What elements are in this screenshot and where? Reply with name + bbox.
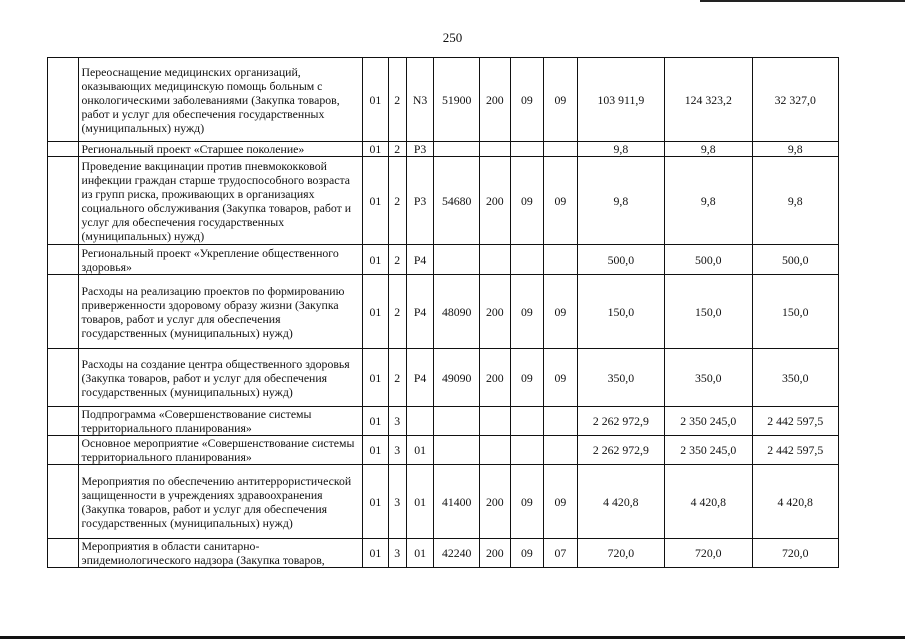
cell-direction: [434, 436, 480, 465]
top-rule: [700, 0, 905, 2]
cell-section: 09: [510, 58, 544, 142]
row-margin-cell: [48, 407, 79, 436]
row-margin-cell: [48, 465, 79, 539]
cell-value-year1: 150,0: [577, 275, 664, 349]
cell-value-year1: 9,8: [577, 142, 664, 157]
row-margin-cell: [48, 275, 79, 349]
cell-kvsr: 01: [363, 539, 388, 568]
cell-direction: 54680: [434, 157, 480, 245]
row-margin-cell: [48, 157, 79, 245]
cell-section: [510, 436, 544, 465]
cell-expense-type: [480, 142, 511, 157]
cell-direction: 48090: [434, 275, 480, 349]
cell-subsection: 09: [544, 157, 578, 245]
table-row: [48, 465, 839, 539]
page-number: 250: [442, 30, 463, 45]
table-row: [48, 407, 839, 436]
cell-kvsr: 01: [363, 245, 388, 275]
row-margin-cell: [48, 349, 79, 407]
cell-value-year3: 350,0: [752, 349, 839, 407]
cell-subprogram: [406, 407, 433, 436]
row-description: Региональный проект «Укрепление общественного здоровья»: [78, 245, 363, 275]
cell-value-year3: 32 327,0: [752, 58, 839, 142]
row-description: Мероприятия в области санитарно-эпидемиологического надзора (Закупка товаров,: [78, 539, 363, 568]
cell-value-year2: 350,0: [665, 349, 752, 407]
cell-value-year3: 150,0: [752, 275, 839, 349]
cell-expense-type: [480, 407, 511, 436]
cell-section: [510, 407, 544, 436]
table-row: [48, 142, 839, 157]
cell-subsection: [544, 245, 578, 275]
cell-expense-type: [480, 436, 511, 465]
cell-value-year2: 720,0: [665, 539, 752, 568]
cell-expense-type: 200: [480, 465, 511, 539]
cell-value-year1: 2 262 972,9: [577, 407, 664, 436]
cell-value-year2: 124 323,2: [665, 58, 752, 142]
cell-subprogram: P4: [406, 275, 433, 349]
cell-value-year1: 9,8: [577, 157, 664, 245]
cell-expense-type: 200: [480, 58, 511, 142]
row-margin-cell: [48, 245, 79, 275]
table-row: [48, 245, 839, 275]
cell-program: 2: [388, 157, 406, 245]
table-row: [48, 157, 839, 245]
cell-kvsr: 01: [363, 142, 388, 157]
cell-program: 2: [388, 142, 406, 157]
cell-expense-type: 200: [480, 275, 511, 349]
cell-kvsr: 01: [363, 58, 388, 142]
cell-section: 09: [510, 349, 544, 407]
cell-value-year1: 103 911,9: [577, 58, 664, 142]
cell-direction: 49090: [434, 349, 480, 407]
cell-program: 2: [388, 245, 406, 275]
cell-value-year1: 500,0: [577, 245, 664, 275]
cell-expense-type: 200: [480, 157, 511, 245]
row-description: Проведение вакцинации против пневмококковой инфекции граждан старше трудоспособного возраста из групп риска, проживающих в организациях социального обслуживания (Закупка товаров, работ и услуг для обеспечения государственных (муниципальных) нужд): [78, 157, 363, 245]
row-description: Расходы на реализацию проектов по формированию приверженности здоровому образу жизни (Закупка товаров, работ и услуг для обеспечения государственных (муниципальных) нужд): [78, 275, 363, 349]
cell-section: [510, 142, 544, 157]
cell-kvsr: 01: [363, 275, 388, 349]
cell-value-year1: 4 420,8: [577, 465, 664, 539]
row-description: Основное мероприятие «Совершенствование системы территориального планирования»: [78, 436, 363, 465]
cell-kvsr: 01: [363, 407, 388, 436]
cell-subprogram: 01: [406, 465, 433, 539]
cell-kvsr: 01: [363, 157, 388, 245]
row-description: Мероприятия по обеспечению антитеррористической защищенности в учреждениях здравоохранения (Закупка товаров, работ и услуг для обеспечения государственных (муниципальных) нужд): [78, 465, 363, 539]
table-row: [48, 275, 839, 349]
cell-program: 3: [388, 407, 406, 436]
cell-direction: 41400: [434, 465, 480, 539]
cell-section: 09: [510, 157, 544, 245]
cell-value-year1: 350,0: [577, 349, 664, 407]
cell-subprogram: P4: [406, 349, 433, 407]
cell-program: 3: [388, 436, 406, 465]
cell-subprogram: 01: [406, 436, 433, 465]
cell-value-year2: 2 350 245,0: [665, 436, 752, 465]
cell-value-year3: 4 420,8: [752, 465, 839, 539]
cell-section: [510, 245, 544, 275]
cell-program: 2: [388, 349, 406, 407]
cell-kvsr: 01: [363, 436, 388, 465]
cell-subsection: 09: [544, 58, 578, 142]
cell-kvsr: 01: [363, 349, 388, 407]
cell-subsection: 09: [544, 275, 578, 349]
cell-value-year2: 9,8: [665, 157, 752, 245]
cell-section: 09: [510, 539, 544, 568]
cell-subprogram: N3: [406, 58, 433, 142]
cell-subprogram: 01: [406, 539, 433, 568]
cell-subsection: 09: [544, 349, 578, 407]
cell-program: 3: [388, 539, 406, 568]
cell-value-year2: 500,0: [665, 245, 752, 275]
cell-direction: [434, 142, 480, 157]
cell-value-year2: 150,0: [665, 275, 752, 349]
cell-subsection: 07: [544, 539, 578, 568]
cell-subprogram: P3: [406, 157, 433, 245]
cell-value-year3: 500,0: [752, 245, 839, 275]
row-description: Расходы на создание центра общественного здоровья (Закупка товаров, работ и услуг для обеспечения государственных (муниципальных) нужд): [78, 349, 363, 407]
cell-value-year3: 2 442 597,5: [752, 436, 839, 465]
cell-value-year3: 9,8: [752, 157, 839, 245]
cell-expense-type: 200: [480, 349, 511, 407]
row-description: Подпрограмма «Совершенствование системы территориального планирования»: [78, 407, 363, 436]
table-row: [48, 539, 839, 568]
row-margin-cell: [48, 436, 79, 465]
cell-value-year2: 4 420,8: [665, 465, 752, 539]
cell-program: 3: [388, 465, 406, 539]
table-body: [48, 58, 839, 568]
cell-kvsr: 01: [363, 465, 388, 539]
table-row: [48, 349, 839, 407]
cell-section: 09: [510, 465, 544, 539]
cell-program: 2: [388, 58, 406, 142]
table-row: [48, 436, 839, 465]
cell-section: 09: [510, 275, 544, 349]
row-margin-cell: [48, 142, 79, 157]
cell-direction: 51900: [434, 58, 480, 142]
cell-value-year3: 720,0: [752, 539, 839, 568]
cell-subsection: [544, 142, 578, 157]
cell-value-year3: 2 442 597,5: [752, 407, 839, 436]
cell-direction: [434, 407, 480, 436]
cell-value-year1: 720,0: [577, 539, 664, 568]
budget-table: [47, 57, 839, 568]
table-row: [48, 58, 839, 142]
cell-value-year1: 2 262 972,9: [577, 436, 664, 465]
row-margin-cell: [48, 539, 79, 568]
cell-value-year2: 9,8: [665, 142, 752, 157]
row-description: Региональный проект «Старшее поколение»: [78, 142, 363, 157]
cell-subprogram: P4: [406, 245, 433, 275]
cell-subsection: [544, 436, 578, 465]
row-margin-cell: [48, 58, 79, 142]
cell-expense-type: [480, 245, 511, 275]
cell-value-year2: 2 350 245,0: [665, 407, 752, 436]
cell-direction: 42240: [434, 539, 480, 568]
cell-subprogram: P3: [406, 142, 433, 157]
row-description: Переоснащение медицинских организаций, оказывающих медицинскую помощь больным с онкологическими заболеваниями (Закупка товаров, работ и услуг для обеспечения государственных (муниципальных) нужд): [78, 58, 363, 142]
cell-expense-type: 200: [480, 539, 511, 568]
cell-direction: [434, 245, 480, 275]
cell-subsection: [544, 407, 578, 436]
cell-program: 2: [388, 275, 406, 349]
cell-value-year3: 9,8: [752, 142, 839, 157]
cell-subsection: 09: [544, 465, 578, 539]
